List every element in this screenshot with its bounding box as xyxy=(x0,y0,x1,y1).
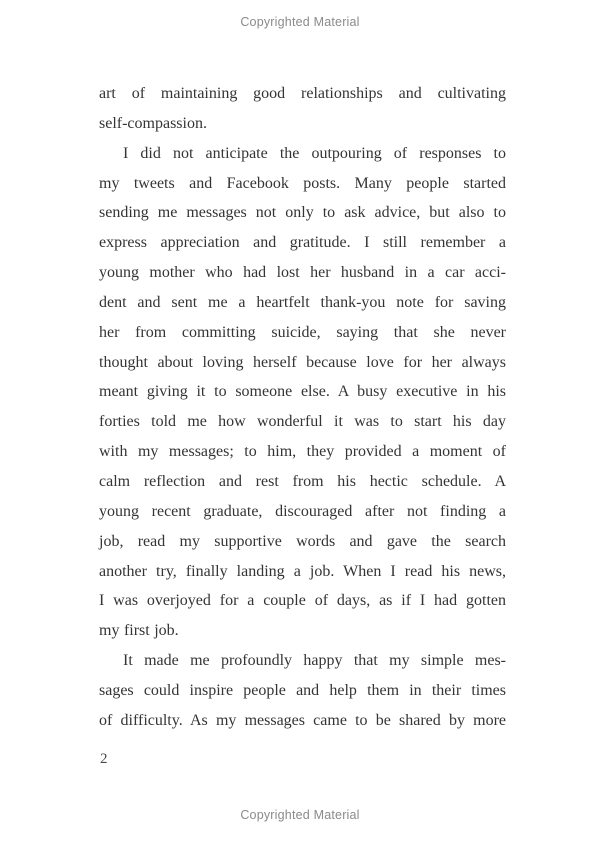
text-line: my tweets and Facebook posts. Many people started xyxy=(99,174,506,192)
text-line: my first job. xyxy=(99,622,179,640)
text-line: express appreciation and gratitude. I still remember a xyxy=(99,234,506,252)
text-line: dent and sent me a heartfelt thank-you note for saving xyxy=(99,293,506,311)
text-line: thought about loving herself because love for her always xyxy=(99,353,506,371)
text-line: sages could inspire people and help them in their times xyxy=(99,681,506,699)
text-line: job, read my supportive words and gave the search xyxy=(99,532,506,550)
text-line: young mother who had lost her husband in a car acci- xyxy=(99,264,506,282)
text-line: sending me messages not only to ask advice, but also to xyxy=(99,204,506,222)
copyright-notice-bottom: Copyrighted Material xyxy=(240,808,360,822)
text-line: I was overjoyed for a couple of days, as if I had gotten xyxy=(99,592,506,610)
text-line: of difficulty. As my messages came to be shared by more xyxy=(99,711,506,729)
body-text-block xyxy=(99,79,506,736)
text-line: meant giving it to someone else. A busy executive in his xyxy=(99,383,506,401)
copyright-notice-top: Copyrighted Material xyxy=(240,15,360,29)
text-line: art of maintaining good relationships and cultivating xyxy=(99,85,506,102)
text-line: young recent graduate, discouraged after not finding a xyxy=(99,502,506,520)
text-line: I did not anticipate the outpouring of responses to xyxy=(123,144,506,162)
text-line: It made me profoundly happy that my simple mes- xyxy=(123,652,506,670)
page-number: 2 xyxy=(100,751,108,767)
text-line: with my messages; to him, they provided a moment of xyxy=(99,443,506,461)
text-line: calm reflection and rest from his hectic schedule. A xyxy=(99,472,506,490)
text-line: self-compassion. xyxy=(99,114,207,132)
text-line: her from committing suicide, saying that she never xyxy=(99,323,506,341)
text-line: another try, finally landing a job. When I read his news, xyxy=(99,562,506,580)
text-line: forties told me how wonderful it was to start his day xyxy=(99,413,506,431)
